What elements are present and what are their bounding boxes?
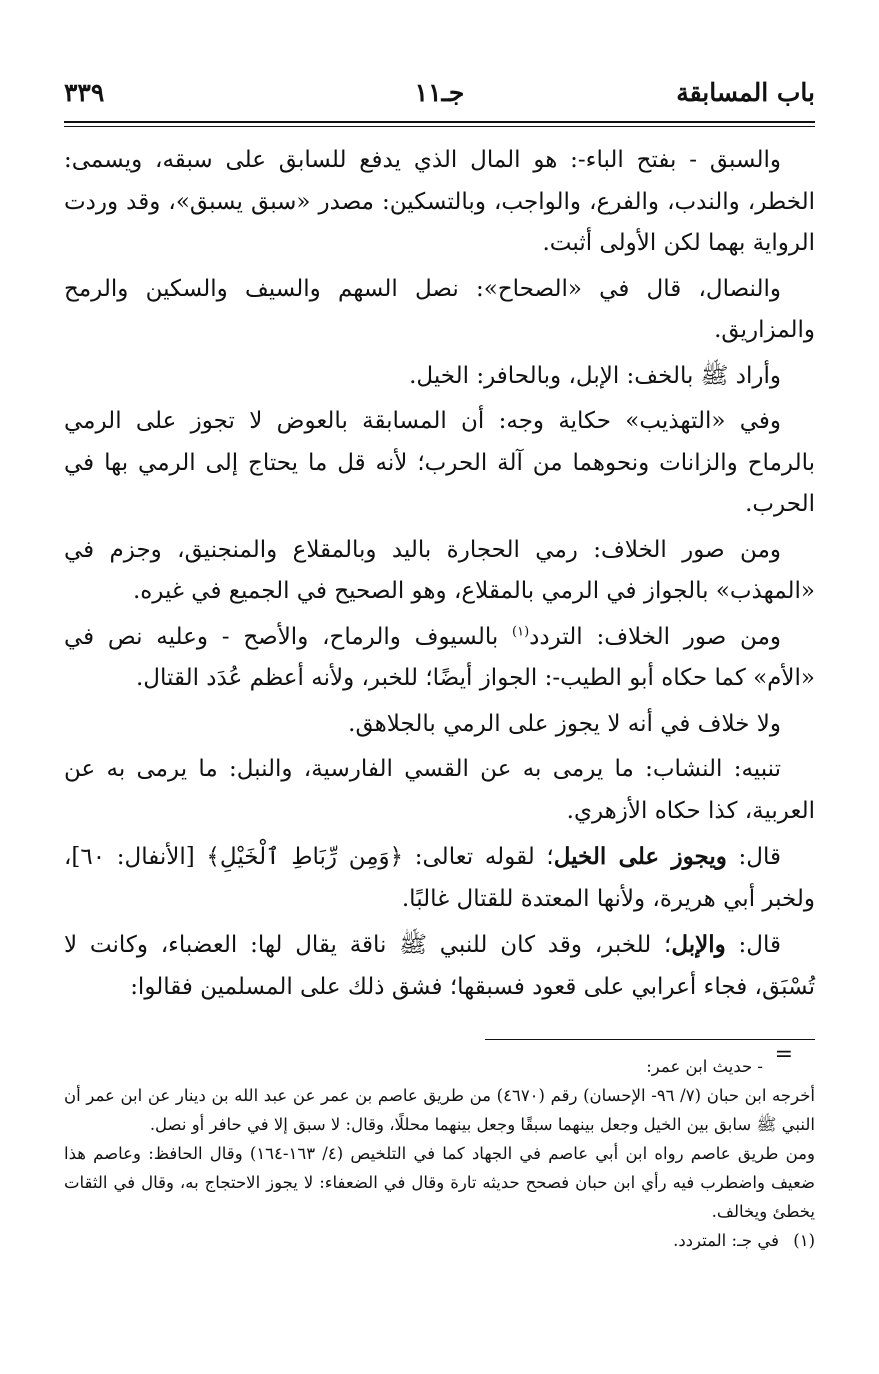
text-run: قال: <box>725 932 781 958</box>
page-number: ٣٣٩ <box>64 78 105 107</box>
footnote-item <box>64 1226 815 1255</box>
footnotes <box>64 1052 815 1255</box>
main-text <box>64 140 815 1012</box>
matn-bold-text: ويجوز على الخيل <box>553 843 727 870</box>
paragraph: تنبيه: النشاب: ما يرمى به عن القسي الفارسية، والنبل: ما يرمى به عن العربية، كذا حكاه الأزهري. <box>64 756 815 824</box>
text-run: ؛ لقوله تعالى: ﴿وَمِن رِّبَاطِ ٱلْخَيْلِ﴾ [الأنفال: ٦٠]، ولخبر أبي هريرة، ولأنها المعتدة للقتال غالبًا. <box>64 844 815 912</box>
paragraph <box>64 836 815 920</box>
paragraph: وأراد ﷺ بالخف: الإبل، وبالحافر: الخيل. <box>409 362 781 389</box>
footnote-continuation-mark: = <box>774 1042 793 1067</box>
footnote-reference[interactable]: (١) <box>512 623 530 639</box>
footnote-line: ومن طريق عاصم رواه ابن أبي عاصم في الجهاد كما في التلخيص (٤/ ١٦٣-١٦٤) وقال الحافظ: وعاصم هذا ضعيف واضطرب فيه رأي ابن حبان فصحح حديثه تارة وقال في الضعفاء: لا يجوز الاحتجاج به، وقال في الثقات يخطئ ويخالف. <box>64 1144 815 1221</box>
header-rule-thick <box>64 121 815 123</box>
footnote-separator <box>485 1039 815 1040</box>
paragraph <box>64 924 815 1008</box>
paragraph: ولا خلاف في أنه لا يجوز على الرمي بالجلاهق. <box>348 710 781 737</box>
text-run: قال: <box>726 844 781 870</box>
header-rule-thin <box>64 126 815 127</box>
chapter-title: باب المسابقة <box>676 78 815 107</box>
footnote-number: (١) <box>793 1231 815 1250</box>
matn-bold-text: والإبل <box>671 931 726 958</box>
paragraph: والسبق - بفتح الباء-: هو المال الذي يدفع للسابق على سبقه، ويسمى: الخطر، والندب، والفرع، والواجب، وبالتسكين: مصدر «سبق يسبق»، وقد وردت الرواية بهما لكن الأولى أثبت. <box>64 147 815 256</box>
footnote-line: - حديث ابن عمر: <box>646 1057 763 1076</box>
text-run: ومن صور الخلاف: التردد <box>529 623 781 650</box>
paragraph: ومن صور الخلاف: رمي الحجارة باليد وبالمقلاع والمنجنيق، وجزم في «المهذب» بالجواز في الرمي بالمقلاع، وهو الصحيح في الجميع في غيره. <box>64 536 815 604</box>
text-run: بالسيوف والرماح، والأصح - وعليه نص في «الأم» كما حكاه أبو الطيب-: الجواز أيضًا؛ للخبر، ولأنه أعظم عُدَد القتال. <box>64 623 815 691</box>
paragraph: والنصال، قال في «الصحاح»: نصل السهم والسيف والسكين والرمح والمزاريق. <box>64 275 815 343</box>
text-run: ؛ للخبر، وقد كان للنبي ﷺ ناقة يقال لها: العضباء، وكانت لا تُسْبَق، فجاء أعرابي على قعود فسبقها؛ فشق ذلك على المسلمين فقالوا: <box>64 932 815 1000</box>
footnote-text: في جـ: المتردد. <box>673 1231 779 1250</box>
paragraph <box>64 617 815 700</box>
paragraph: وفي «التهذيب» حكاية وجه: أن المسابقة بالعوض لا تجوز على الرمي بالرماح والزانات ونحوهما من آلة الحرب؛ لأنه قل ما يحتاج إلى الرمي بها في الحرب. <box>64 408 815 517</box>
page-header <box>64 78 815 118</box>
volume-label: جـ١١ <box>414 78 465 107</box>
footnote-line: أخرجه ابن حبان (٧/ ٩٦- الإحسان) رقم (٤٦٧٠) من طريق عاصم بن عمر عن عبد الله بن دينار عن ابن عمر أن النبي ﷺ سابق بين الخيل وجعل بينهما سبقًا وجعل بينهما محللًا، وقال: لا سبق إلا في حافر أو نصل. <box>64 1086 815 1134</box>
